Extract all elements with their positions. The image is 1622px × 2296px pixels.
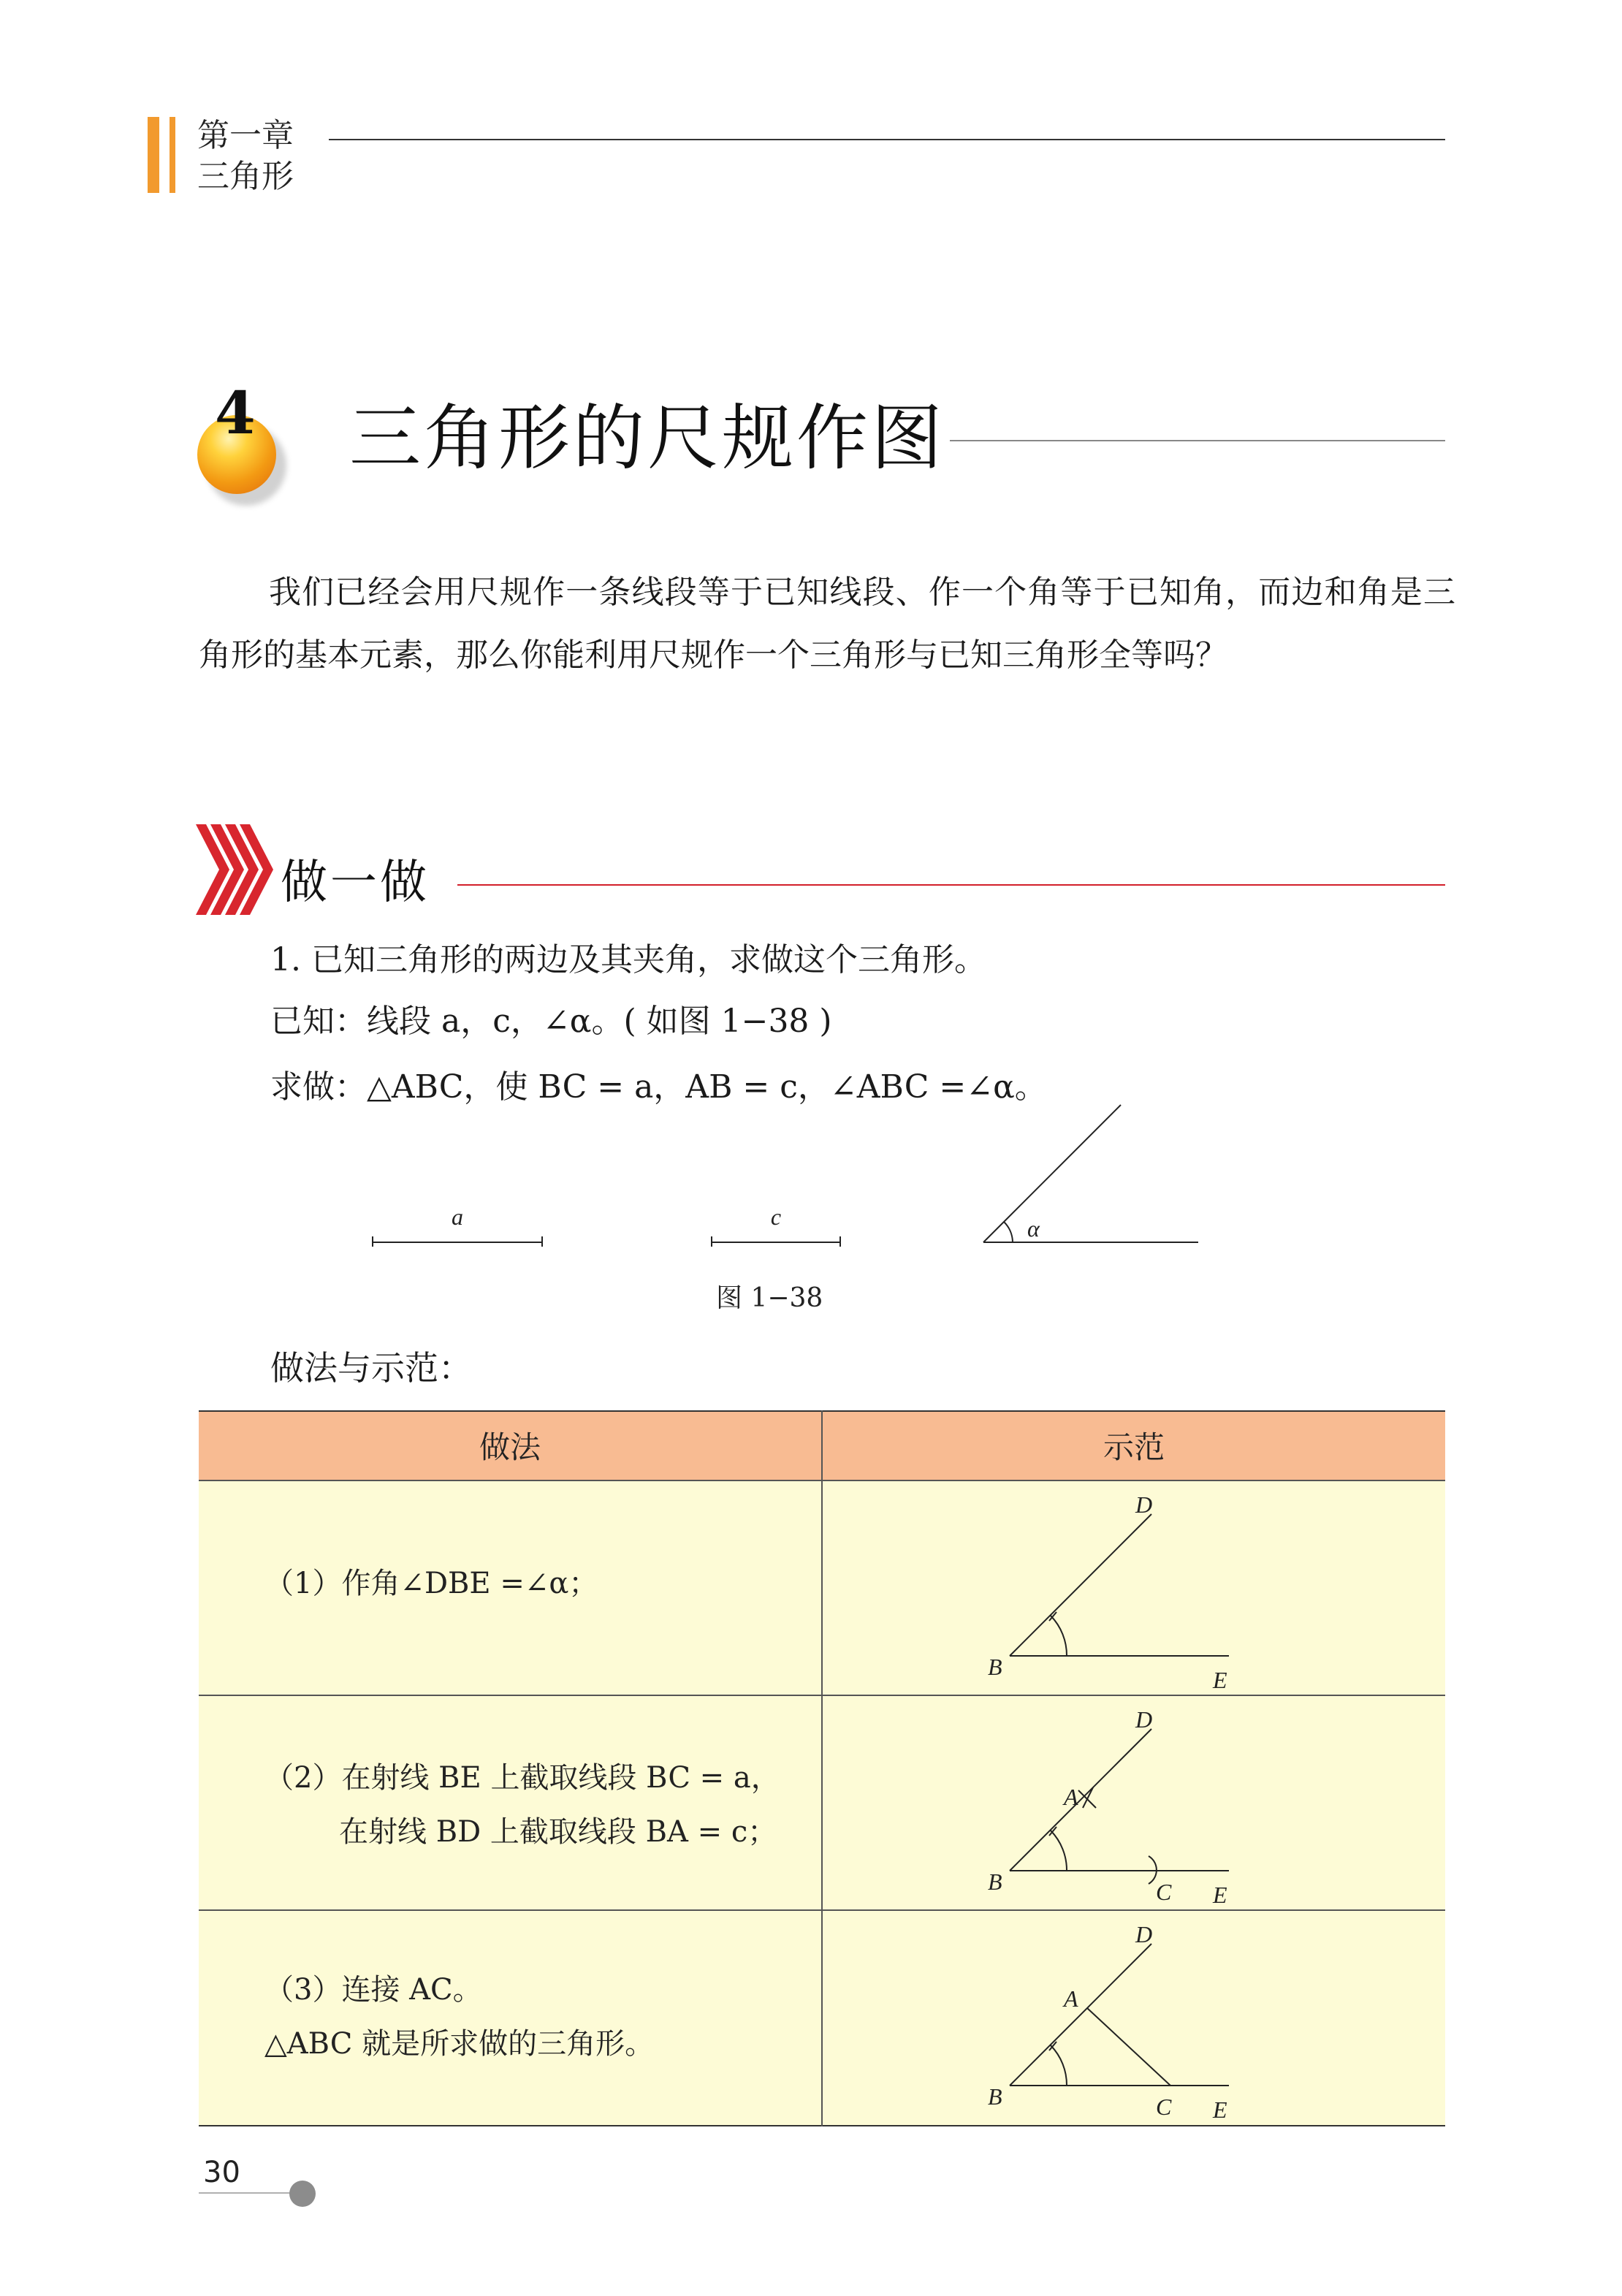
step-3-text: （3）连接 AC。 (264, 1973, 482, 2007)
point-a-label: A (1064, 1784, 1078, 1810)
label-alpha: α (1027, 1215, 1040, 1242)
ray-bd (1010, 1729, 1151, 1871)
step-1-text: （1）作角∠DBE =∠α； (264, 1567, 598, 1600)
point-c-label: C (1156, 1879, 1172, 1905)
label-c: c (770, 1204, 782, 1230)
chapter-title: 三角形 (197, 158, 294, 195)
point-a-label: A (1064, 1985, 1078, 2012)
figure-1-38 (358, 1096, 1220, 1264)
section-title: 三角形的尺规作图 (349, 397, 946, 480)
chapter-heading (197, 115, 294, 197)
activity-title-rule (457, 884, 1445, 886)
step-3-text-cont: △ABC 就是所求做的三角形。 (264, 2027, 655, 2061)
step-2-text-cont: 在射线 BD 上截取线段 BA = c； (339, 1815, 777, 1849)
point-e-label: E (1213, 1882, 1227, 1908)
header-accent-bar (148, 117, 159, 193)
demo-diagram-2 (973, 1706, 1426, 1910)
ray-bd (1010, 1944, 1151, 2086)
intro-text: 我们已经会用尺规作一条线段等于已知线段、作一个角等于已知角，而边和角是三角形的基本元素，那么你能利用尺规作一个三角形与已知三角形全等吗？ (199, 574, 1455, 674)
label-a: a (452, 1204, 463, 1230)
angle-arc (1051, 1831, 1067, 1871)
step-2-text: （2）在射线 BE 上截取线段 BC = a， (264, 1761, 780, 1795)
point-d-label: D (1135, 1921, 1153, 1947)
section-number: 4 (215, 379, 256, 447)
table-header-method: 做法 (199, 1410, 821, 1480)
point-b-label: B (988, 1869, 1002, 1895)
point-b-label: B (988, 2083, 1002, 2110)
section-title-rule (950, 440, 1445, 441)
angle-arc (1051, 2045, 1067, 2086)
chevron-arrows-icon (196, 824, 276, 915)
header-accent-bar-thin (170, 117, 175, 193)
point-d-label: D (1135, 1491, 1153, 1518)
intro-paragraph (199, 561, 1455, 687)
header-rule (329, 139, 1445, 140)
page-dot-icon (289, 2181, 316, 2207)
table-column-divider (821, 1410, 823, 2126)
ray-bd (1010, 1514, 1151, 1656)
required-statement: 求做：△ABC，使 BC = a，AB = c，∠ABC =∠α。 (270, 1068, 1047, 1106)
segment-ac (1087, 2008, 1170, 2086)
angle-arc (1051, 1616, 1067, 1656)
method-label: 做法与示范： (270, 1348, 472, 1388)
angle-alpha-arc (1004, 1222, 1013, 1242)
demo-diagram-3 (973, 1920, 1426, 2125)
point-e-label: E (1213, 1667, 1227, 1693)
point-b-label: B (988, 1654, 1002, 1680)
problem-statement: 1. 已知三角形的两边及其夹角，求做这个三角形。 (270, 941, 986, 978)
figure-caption: 图 1−38 (716, 1283, 823, 1313)
page-number-rule (199, 2192, 295, 2194)
activity-title: 做一做 (281, 856, 430, 910)
point-e-label: E (1213, 2097, 1227, 2123)
point-d-label: D (1135, 1706, 1153, 1733)
chapter-label: 第一章 (197, 117, 294, 154)
given-statement: 已知：线段 a，c，∠α。( 如图 1−38 ) (270, 1003, 832, 1040)
point-c-label: C (1156, 2094, 1172, 2120)
method-table (199, 1410, 1445, 2126)
table-header-demo: 示范 (823, 1410, 1445, 1480)
arc-a-2 (1083, 1787, 1093, 1808)
page-number: 30 (203, 2156, 240, 2189)
demo-diagram-1 (973, 1491, 1426, 1695)
